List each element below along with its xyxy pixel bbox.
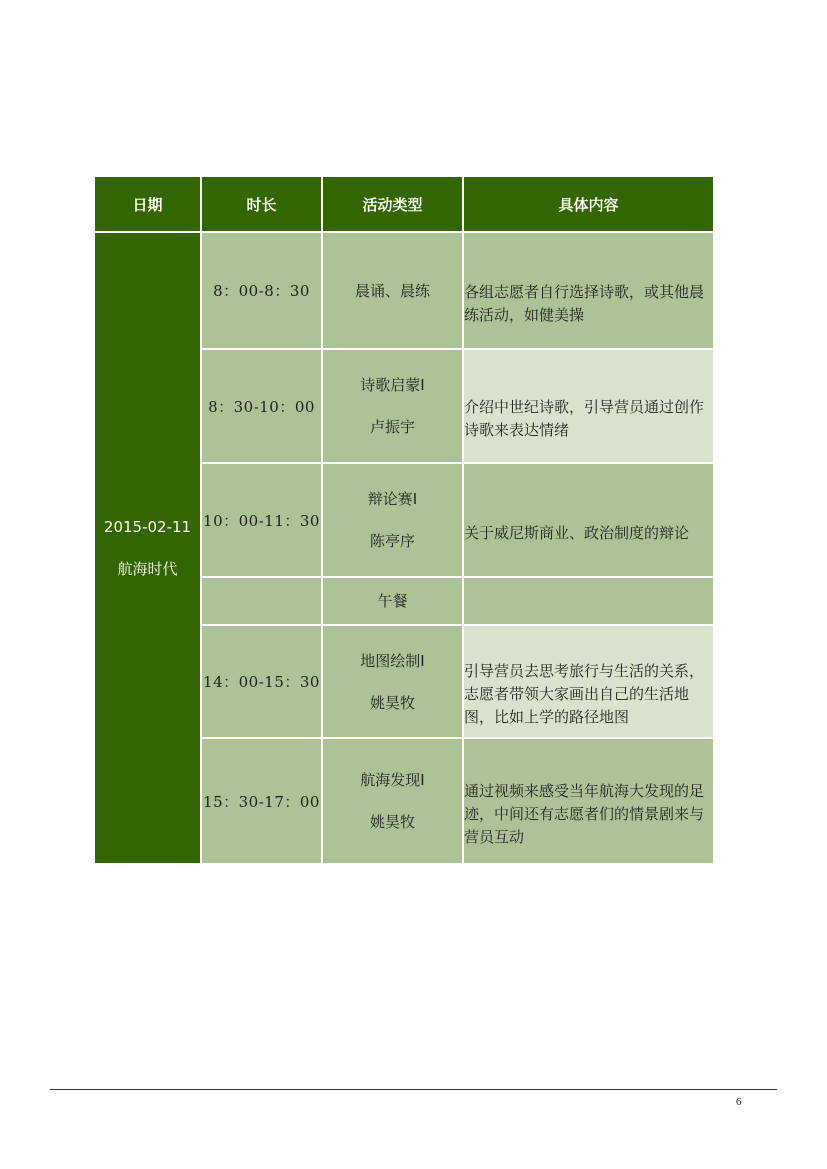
time-cell (201, 577, 322, 625)
presenter-name: 姚昊牧 (369, 693, 415, 712)
header-date: 日期 (94, 176, 201, 232)
type-label: 诗歌启蒙I (360, 376, 425, 394)
table-row (94, 232, 714, 349)
content-cell (463, 463, 714, 577)
content-cell (463, 349, 714, 463)
time-cell: 14：00-15：30 (201, 625, 322, 738)
footer-divider (50, 1089, 777, 1090)
content-cell (463, 625, 714, 738)
header-row (94, 176, 714, 232)
schedule-table (93, 175, 715, 865)
content-text: 关于威尼斯商业、政治制度的辩论 (464, 523, 690, 542)
presenter-name: 卢振宇 (369, 418, 415, 436)
type-label: 地图绘制I (360, 651, 425, 670)
presenter-name: 姚昊牧 (369, 813, 415, 831)
content-text: 通过视频来感受当年航海大发现的足迹，中间还有志愿者们的情景剧来与营员互动 (464, 781, 705, 846)
header-activity-type: 活动类型 (322, 176, 463, 232)
content-text: 引导营员去思考旅行与生活的关系，志愿者带领大家画出自己的生活地图，比如上学的路径地图 (464, 662, 705, 726)
header-content: 具体内容 (463, 176, 714, 232)
theme-text: 航海时代 (117, 560, 178, 578)
presenter-name: 陈亭序 (369, 532, 415, 550)
time-cell: 10：00-11：30 (201, 463, 322, 577)
type-label: 辩论赛I (367, 490, 418, 508)
type-cell (322, 738, 463, 864)
content-text: 介绍中世纪诗歌，引导营员通过创作诗歌来表达情绪 (464, 398, 705, 439)
type-cell (322, 463, 463, 577)
type-cell (322, 232, 463, 349)
page-number: 6 (736, 1096, 742, 1108)
type-label: 午餐 (377, 592, 408, 610)
date-text: 2015-02-11 (103, 518, 192, 536)
time-cell: 15：30-17：00 (201, 738, 322, 864)
type-cell (322, 577, 463, 625)
content-cell (463, 577, 714, 625)
time-cell: 8：30-10：00 (201, 349, 322, 463)
header-duration: 时长 (201, 176, 322, 232)
type-cell (322, 349, 463, 463)
content-cell (463, 232, 714, 349)
type-label: 航海发现I (360, 771, 425, 789)
type-label: 晨诵、晨练 (354, 281, 430, 300)
content-cell (463, 738, 714, 864)
content-text: 各组志愿者自行选择诗歌，或其他晨练活动，如健美操 (464, 282, 705, 324)
type-cell (322, 625, 463, 738)
date-cell (94, 232, 201, 864)
time-cell: 8：00-8：30 (201, 232, 322, 349)
